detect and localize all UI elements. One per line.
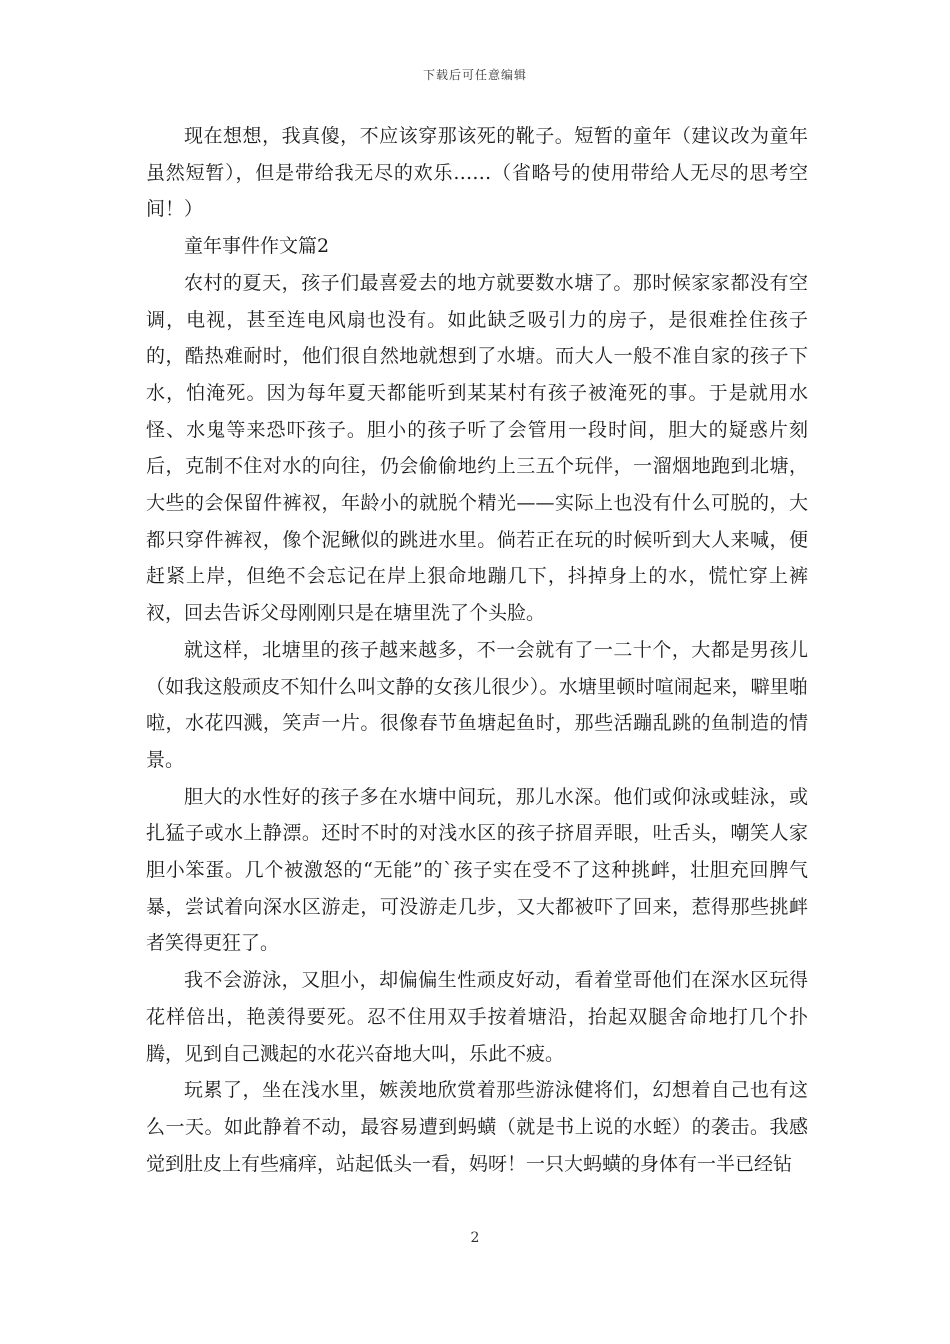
paragraph-north-pond: 就这样，北塘里的孩子越来越多，不一会就有了一二十个，大都是男孩儿（如我这般顽皮不知什么叫文静的女孩儿很少）。水塘里顿时喧闹起来，噼里啪啦，水花四溅，笑声一片。很像春节鱼塘起鱼时，那些活蹦乱跳的鱼制造的情景。 bbox=[146, 638, 808, 771]
paragraph-deep-water: 胆大的水性好的孩子多在水塘中间玩，那儿水深。他们或仰泳或蛙泳，或扎猛子或水上静漂。还时不时的对浅水区的孩子挤眉弄眼，吐舌头，嘲笑人家胆小笨蛋。几个被激怒的“无能”的`孩子实在受不了这种挑衅，壮胆充回脾气暴，尝试着向深水区游走，可没游走几步，又大都被吓了回来，惹得那些挑衅者笑得更狂了。 bbox=[146, 785, 808, 955]
paragraph-leech: 玩累了，坐在浅水里，嫉羡地欣赏着那些游泳健将们，幻想着自己也有这么一天。如此静着不动，最容易遭到蚂蟥（就是书上说的水蛭）的袭击。我感觉到肚皮上有些痛痒，站起低头一看，妈呀！一只大蚂蟥的身体有一半已经钻 bbox=[146, 1079, 808, 1175]
paragraph-cannot-swim: 我不会游泳，又胆小，却偏偏生性顽皮好动，看着堂哥他们在深水区玩得花样倍出，艳羡得要死。忍不住用双手按着塘沿，抬起双腿舍命地打几个扑腾，见到自己溅起的水花兴奋地大叫，乐此不疲。 bbox=[146, 969, 808, 1065]
document-body bbox=[146, 118, 808, 1182]
section-heading: 童年事件作文篇2 bbox=[184, 235, 330, 258]
page-number: 2 bbox=[470, 1230, 480, 1246]
page-header: 下载后可任意编辑 bbox=[422, 68, 527, 82]
paragraph-intro-reflection: 现在想想，我真傻，不应该穿那该死的靴子。短暂的童年（建议改为童年虽然短暂），但是带给我无尽的欢乐……（省略号的使用带给人无尽的思考空间！） bbox=[146, 125, 808, 221]
paragraph-summer-pond: 农村的夏天，孩子们最喜爱去的地方就要数水塘了。那时候家家都没有空调，电视，甚至连电风扇也没有。如此缺乏吸引力的房子，是很难拴住孩子的，酷热难耐时，他们很自然地就想到了水塘。而大人一般不准自家的孩子下水，怕淹死。因为每年夏天都能听到某某村有孩子被淹死的事。于是就用水怪、水鬼等来恐吓孩子。胆小的孩子听了会管用一段时间，胆大的疑惑片刻后，克制不住对水的向往，仍会偷偷地约上三五个玩伴，一溜烟地跑到北塘，大些的会保留件裤衩，年龄小的就脱个精光——实际上也没有什么可脱的，大都只穿件裤衩，像个泥鳅似的跳进水里。倘若正在玩的时候听到大人来喊，便赶紧上岸，但绝不会忘记在岸上狠命地蹦几下，抖掉身上的水，慌忙穿上裤衩，回去告诉父母刚刚只是在塘里洗了个头脸。 bbox=[146, 271, 808, 625]
